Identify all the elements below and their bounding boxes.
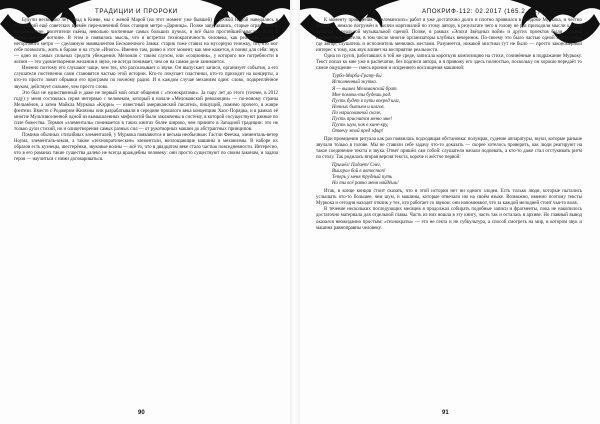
running-header: ТРАДИЦИИ И ПРОРОКИ [95,8,178,15]
poem-line: Выиграл бой в автостоп! [332,169,386,175]
left-page [0,0,291,424]
poem-line: Турбо-Марба-Грату-бы [332,74,382,80]
right-body-text [316,18,582,232]
poem-block [332,163,582,187]
book-gutter [290,0,300,424]
poem-line: Пусть шум, как в кине-кру, [332,122,389,128]
paragraph: К моменту проведения «Меломанских» работ я уже достаточно долго и плотно проявился в фандоме Муркока, и честно говоря — немало погружён в тысячи маргиналий по этому автору, в результате чего в голову не раз приходили мысли о связи романов с реальной музыкальной сценой. Позже, в рамках «Эпохи Звёздных войн» и других проектов были созданы неизвестные деятели, в том числе многие организаторы клубных вечеринок. По-своему это было частью одной экосистемы, где автор, слушатель и исполнитель менялись местами. Разумеется, никакой мистики тут не было — просто закономерный интерес к тому, как звук влияет на восприятие реальности. [316,18,582,54]
poem-line: Пусть будет в пути вперед шаг, [332,98,401,104]
poem-line: Но ты всё равно меня найдёшь! [332,181,399,187]
page-number: 91 [442,410,449,416]
page-number: 90 [138,410,145,416]
poem-line: Отвечу этой пред эфир! [332,128,384,134]
poem-block [332,74,582,134]
left-body-text [14,18,278,163]
paragraph: Будучи несколько лет назад в Киеве, мы с женой Марой (на этот момент уже бывшей) и дочкой Норой наведались в отстающий ещё советских времён пере-влечений блок станции метро «Дарница». Позже запутавшись, старые ограничения, прорежевение, посетители пьёны, невольно чисченные самых больших пучеах, и всё было простейшей мыслью жить в коммунальной вотчине. В этом и появилась мысль, что я встретил технократичность человека, как реальная станция неторгового метро — сделанную эквивалентом Бесконечного Замка: старик тоже ставил на мусорную тележку, тот, кто мог себе позволить, жить в бараке и на стуле «Иного». Именно там, ровно в этот момент, как мне кажется, я понял для себя: звук — одно из самых сильных средств убеждения. Меломан с таким слухом, или «соционик», у которого все потребности в жизни — это удовлетворение желания в звуке, не всегда понимает, чем он на самом деле занимается. [14,18,278,66]
poem-line: Ночных бытьем и шагов. [332,104,385,110]
paragraph: Помимо обычных стихийных элементалей, у Муркока появляются и весьма необычные: Гастли Феечка, элементаль-ветер Ноума, элементаль-земля, а также «технократические» элементали, воплощающие машины и механизмы. В наборе их образов есть кузнецы, шестерёнки, звуковые волны — всё то, что в двадцатом веке стало частью повседневности. Интересно, что в его романах такие существа далеко не всегда враждебны человеку: они просто существуют по своим законам, и задача героя — научиться с ними договариваться. [14,132,278,163]
paragraph: При проведении ритуала как раз появилась подходящая обстановка: полумрак, гудение аппаратуры, звуки, которые раньше звучали только в голове. Мы не ставили себе задачу что-то доказать — скорее хотелось проверить, как люди реагируют на такое соединение текста и звука. Ответ пришёл сам собой: слушатели начали подпевать, а кто-то даже стал отстукивать ритм по столу. Так родилась вторая версия текста, короче и жёстче первой: [316,136,582,161]
poem-line: Пришёл/ Падает/ Снег, [332,163,382,169]
poem-line: Исполненный жутко. [332,80,378,86]
poem-line: Мне помочь-ты будешь рад. [332,92,392,98]
poem-line: Теперь у меня трудный путь [332,175,393,181]
poem-line: Я — вышел Меломанский брат. [332,86,398,92]
poem-line: Пусть приснится меню мне! [332,116,393,122]
paragraph: Итак, в конце концов стоит сказать, что в этой истории нет ни одного злодея. Есть только люди, которые пытались услышать что-то большее, чем шум, и машины, которые отвечали им на своём языке. Возможно, именно поэтому тексты Муркока и сегодня находят отклик у тех, кто работает со звуком: они напоминают, что за каждой мелодией стоит чья-то воля. [316,189,582,207]
running-header: АПОКРИФ-112: 02.2017 (165.2 кл.) [422,8,541,15]
paragraph: Именно поэтому его слушают чаще, чем тех, кто рассказывает о звуке. Он выпускает записи, организует события, а его слушатели постепенно сами становятся частью этой истории. Кто-то покупает пластинки, кто-то приходит на концерты, а кто-то просто ловит обрывки его программ по ночному радио. И в каждом случае механизм один: слово, подкреплённое звуком, действует сильнее, чем просто слово. [14,66,278,90]
paragraph: В течение нескольких последующих месяцев я продолжал собирать подобные записи и фрагменты, пока не накопилось достаточно материала для отдельной главы. Часть из них вошла в эту книгу, часть так и осталась в архиве. Но главный вывод оказался неожиданно простым: «технократы» — это не секта и не субкультура, а способ смотреть на мир, в котором звук и машина равноправны человеку. [316,207,582,231]
paragraph: Это был не единственный и даже не первый мой опыт общения с «технократами». За пару лет до этого (точнее, в 2012 году) у меня состоялась серия интервью с человеком, который в начале «Меломанской революции» — по-новому страны Мельмёнов, а затем Майкла Муркока «Кэрри» — известный американский писатель, пишущий, помимо прочего, в жанре фэнтези. Вместе с Роджером Желязны они разрабатывали в середине прошлого века концепцию Хаос-Порядка, и в рамках её многие Мультивселенной одной из вымышленных мифологий были заключены в систему, в которой сосуществуют равные по силе божества. Термин «элементаль» понимается в таких книгах более широко, чем принято в Западной традиции: это не только духи стихий, но и олицетворения самых разных сил — от рукотворных машин до абстрактных принципов. [14,90,278,132]
right-page [300,0,600,424]
poem-line: По нарисованной скале, [332,110,382,116]
paragraph: Одна из групп, работавших в той же среде, записала короткую композицию на стихи, сочинённые в подражание Муркоку. Текст попал ко мне уже в распечатке, без подписи автора, и я привожу его здесь полностью, поскольку он хорошо передаёт то самое ощущение — смесь иронии и искреннего восхищения машиной: [316,54,582,72]
